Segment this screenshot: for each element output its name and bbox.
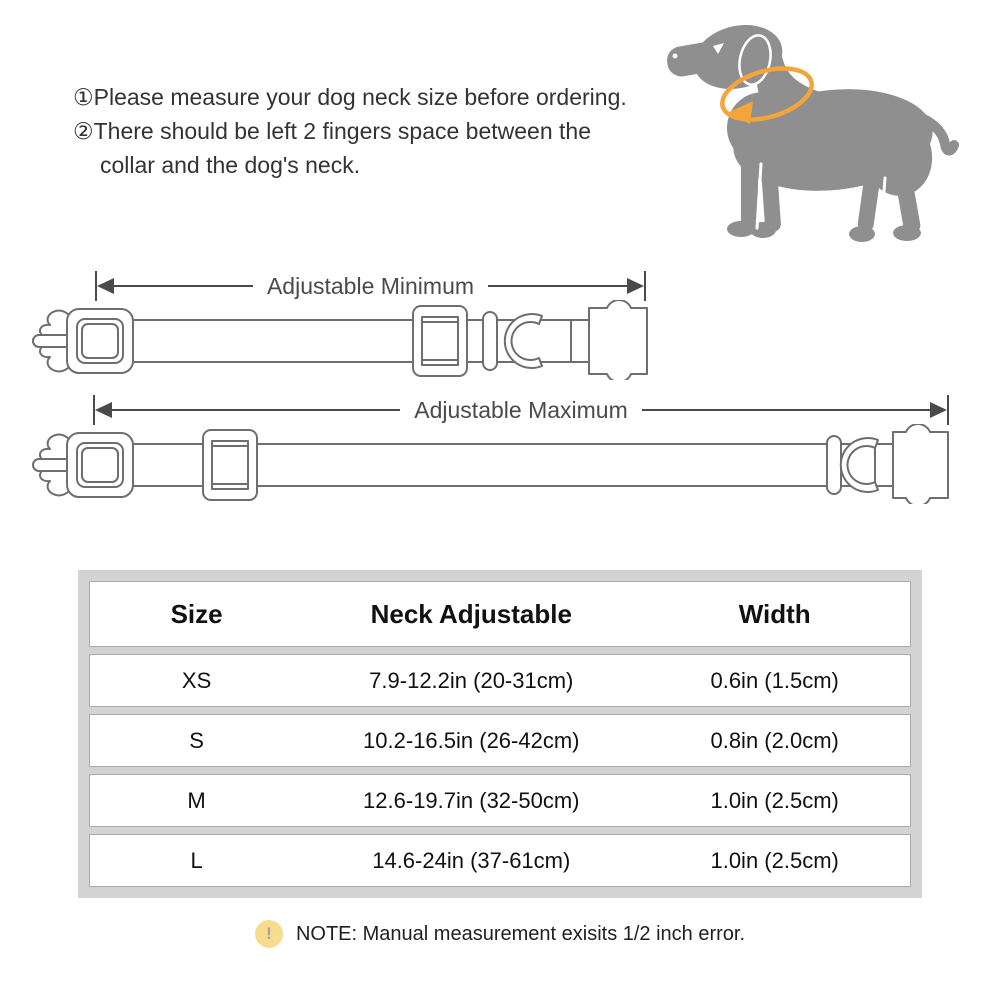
buckle-male-icon xyxy=(33,433,133,497)
arrowhead-left-icon xyxy=(95,402,112,418)
cell-neck: 12.6-19.7in (32-50cm) xyxy=(363,787,580,813)
cell-size: S xyxy=(189,727,204,753)
size-table xyxy=(78,570,922,898)
cell-width: 1.0in (2.5cm) xyxy=(710,787,839,813)
adjustable-maximum-label: Adjustable Maximum xyxy=(414,396,628,423)
header-cell-neck: Neck Adjustable xyxy=(370,598,572,629)
instruction-line-1: ①Please measure your dog neck size before ordering. xyxy=(73,84,627,110)
keeper-loop-icon xyxy=(827,436,841,494)
collar-max-diagram xyxy=(15,424,950,504)
buckle-female-icon xyxy=(571,300,647,380)
keeper-loop-icon xyxy=(483,312,497,370)
size-table-header xyxy=(89,581,911,647)
cell-width: 0.6in (1.5cm) xyxy=(710,667,839,693)
cell-width: 0.8in (2.0cm) xyxy=(710,727,839,753)
triglide-slider-icon xyxy=(413,306,467,376)
instruction-line-3: collar and the dog's neck. xyxy=(100,152,361,178)
collar-min-diagram xyxy=(15,300,650,380)
cell-size: M xyxy=(187,787,206,813)
dog-silhouette-icon xyxy=(655,10,960,245)
cell-neck: 14.6-24in (37-61cm) xyxy=(372,847,571,873)
header-cell-width: Width xyxy=(738,598,811,629)
note xyxy=(0,920,1000,948)
arrowhead-left-icon xyxy=(97,278,114,294)
measuring-instructions xyxy=(73,80,627,182)
buckle-female-icon xyxy=(875,424,948,504)
dog-nose-dot xyxy=(673,54,678,59)
arrowhead-right-icon xyxy=(930,402,947,418)
table-row-m xyxy=(89,774,911,827)
buckle-male-icon xyxy=(33,309,133,373)
cell-size: XS xyxy=(181,667,212,693)
cell-neck: 10.2-16.5in (26-42cm) xyxy=(363,727,580,753)
arrowhead-right-icon xyxy=(627,278,644,294)
table-row-l xyxy=(89,834,911,887)
table-row-xs xyxy=(89,654,911,707)
cell-size: L xyxy=(190,847,203,873)
dog-body xyxy=(665,16,954,242)
arrow-tick-right xyxy=(947,395,949,425)
instruction-line-2: ②There should be left 2 fingers space between the xyxy=(73,118,591,144)
header-cell-size: Size xyxy=(170,598,223,629)
adjustable-minimum-arrow xyxy=(95,269,646,303)
cell-neck: 7.9-12.2in (20-31cm) xyxy=(369,667,574,693)
note-text: NOTE: Manual measurement exisits 1/2 inch error. xyxy=(295,922,746,945)
triglide-slider-icon xyxy=(203,430,257,500)
arrow-tick-right xyxy=(644,271,646,301)
adjustable-maximum-arrow xyxy=(93,393,949,427)
cell-width: 1.0in (2.5cm) xyxy=(710,847,839,873)
table-row-s xyxy=(89,714,911,767)
warning-icon: ! xyxy=(255,920,283,948)
adjustable-minimum-label: Adjustable Minimum xyxy=(266,272,475,299)
